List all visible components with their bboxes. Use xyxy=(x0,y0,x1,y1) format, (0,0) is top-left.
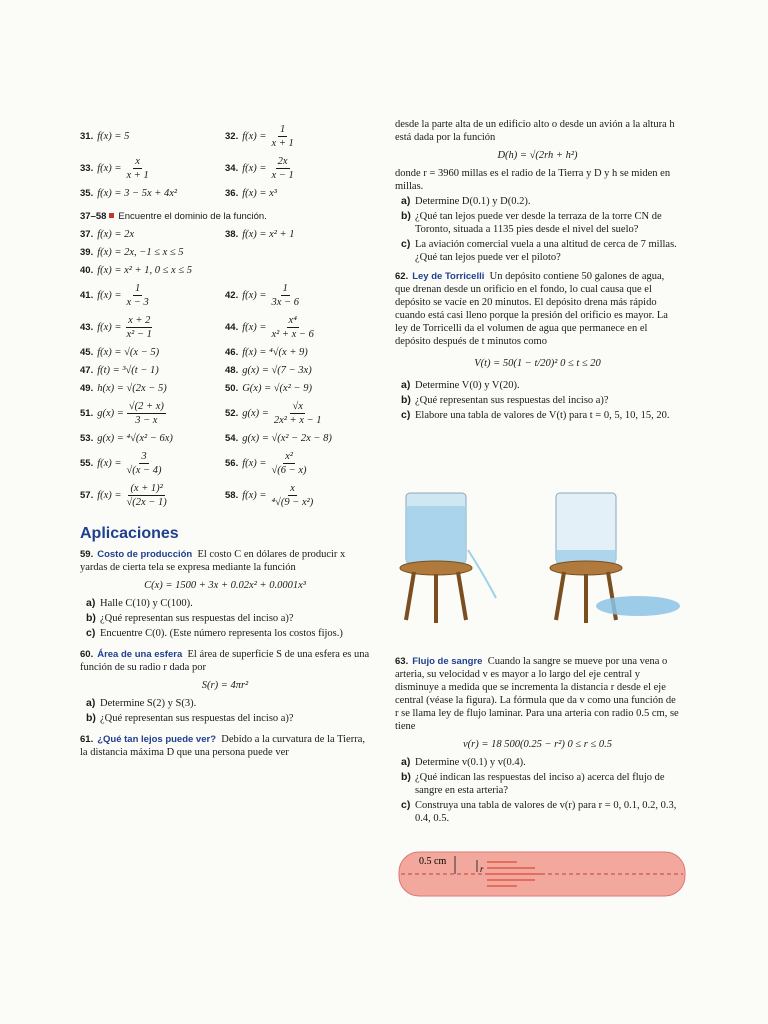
fraction-denominator: x + 1 xyxy=(271,138,294,149)
exercise-row xyxy=(80,346,370,359)
fraction-numerator: 2x xyxy=(277,156,288,167)
exercise-row xyxy=(80,228,370,241)
sub-item-letter: a) xyxy=(401,379,411,391)
sub-item-letter: c) xyxy=(401,238,411,250)
exercise-formula: f(t) = ³√(t − 1) xyxy=(97,365,159,376)
fraction-numerator: x xyxy=(135,156,140,167)
exercise-row xyxy=(80,282,370,309)
section-heading-37-58: 37–58 Encuentre el dominio de la función. xyxy=(80,211,267,222)
equation-distance: D(h) = √(2rh + h²) xyxy=(497,150,578,161)
exercise-item xyxy=(225,382,370,395)
exercise-formula: g(x) = xyxy=(242,408,269,419)
sub-item-letter: c) xyxy=(401,799,411,811)
sub-item xyxy=(401,394,680,407)
fraction-numerator: √(2 + x) xyxy=(128,401,164,412)
exercise-number: 52. xyxy=(225,408,239,419)
exercise-number: 55. xyxy=(80,458,94,469)
exercise-formula: f(x) = xyxy=(242,163,267,174)
exercise-formula: f(x) = 2x, −1 ≤ x ≤ 5 xyxy=(97,247,184,258)
sub-item xyxy=(401,379,680,392)
sub-item xyxy=(86,697,370,710)
exercise-formula: f(x) = x² + 1, 0 ≤ x ≤ 5 xyxy=(97,265,192,276)
sub-item-text: ¿Qué representan sus respuestas del inciso a)? xyxy=(100,713,294,724)
fraction xyxy=(125,314,154,341)
sub-item-text: La aviación comercial vuela a una altitud de cerca de 7 millas. ¿Qué tan lejos puede ver el piloto? xyxy=(415,239,677,263)
exercise-item xyxy=(225,450,370,477)
equation-cost: C(x) = 1500 + 3x + 0.02x² + 0.0001x³ xyxy=(144,580,306,591)
exercise-number: 40. xyxy=(80,265,94,276)
fraction-denominator: x² − 1 xyxy=(126,329,152,340)
sub-item-letter: a) xyxy=(86,597,96,609)
sub-item-text: ¿Qué representan sus respuestas del inciso a)? xyxy=(100,613,294,624)
exercise-number: 54. xyxy=(225,433,239,444)
exercise-item xyxy=(80,246,370,259)
exercise-row xyxy=(80,264,370,277)
exercise-number: 34. xyxy=(225,163,239,174)
exercise-formula: f(x) = xyxy=(97,490,122,501)
exercise-row xyxy=(80,432,370,445)
exercise-formula: f(x) = 3 − 5x + 4x² xyxy=(97,188,178,199)
fraction-numerator: 3 xyxy=(141,451,147,462)
exercise-formula: f(x) = xyxy=(97,290,122,301)
fraction-denominator: x − 3 xyxy=(126,297,149,308)
sub-item xyxy=(401,756,680,769)
exercise-formula: f(x) = xyxy=(242,131,267,142)
exercise-number: 42. xyxy=(225,290,239,301)
exercise-item xyxy=(225,228,370,241)
right-tank xyxy=(550,493,680,623)
left-tank xyxy=(400,493,496,623)
sub-item-text: Encuentre C(0). (Este número representa los costos fijos.) xyxy=(100,628,343,639)
sub-item xyxy=(401,238,680,264)
problem-60: 60. Área de una esfera El área de superficie S de una esfera es una función de su radio r dada por S(r) = 4πr² a) Determine S(2) y S(3). b) ¿Qué representan sus respuestas del inciso a)? xyxy=(80,649,370,724)
sub-item-letter: b) xyxy=(401,394,411,406)
exercise-item xyxy=(80,130,225,143)
exercise-formula: g(x) = √(7 − 3x) xyxy=(242,365,312,376)
problem-63: 63. Flujo de sangre Cuando la sangre se mueve por una vena o arteria, su velocidad v es mayor a lo largo del eje central y disminuye a medida que se incrementa la distancia r desde el eje central (véase la figura). La fórmula que da v como una función de r se llama ley de flujo laminar. Para una arteria con radio 0.5 cm, se tiene v(r) = 18 500(0.25 − r²) 0 ≤ r ≤ 0.5 a) Determine v(0.1) y v(0.4). b) ¿Qué indican las respuestas del inciso a) acerca del flujo de sangre en esta arteria? c) Construya una tabla de valores de v(r) para r = 0, 0.1, 0.2, 0.3, 0.4, 0.5. xyxy=(395,656,679,824)
fraction-denominator: ⁴√(9 − x²) xyxy=(271,497,314,508)
fraction xyxy=(125,155,151,182)
exercise-number: 33. xyxy=(80,163,94,174)
exercise-formula: f(x) = xyxy=(97,458,122,469)
exercise-formula: f(x) = ⁴√(x + 9) xyxy=(242,347,308,358)
fraction-numerator: x² xyxy=(285,451,293,462)
fraction xyxy=(270,282,302,309)
exercise-formula: G(x) = √(x² − 9) xyxy=(242,383,312,394)
exercise-number: 49. xyxy=(80,383,94,394)
sub-item xyxy=(86,712,370,725)
exercise-formula: f(x) = xyxy=(242,490,267,501)
fraction xyxy=(270,155,296,182)
exercise-row xyxy=(80,155,370,182)
sub-item-text: Halle C(10) y C(100). xyxy=(100,598,193,609)
problem-62-items xyxy=(395,379,680,422)
exercise-formula: f(x) = xyxy=(242,290,267,301)
sub-item-letter: b) xyxy=(401,210,411,222)
exercise-item xyxy=(225,364,370,377)
sub-item-letter: c) xyxy=(401,409,411,421)
problem-63-items xyxy=(395,756,680,825)
problem-61-start: 61. ¿Qué tan lejos puede ver? Debido a la curvatura de la Tierra, la distancia máxima D que una persona puede ver xyxy=(80,734,365,758)
exercise-formula: f(x) = xyxy=(97,322,122,333)
fraction-denominator: 3x − 6 xyxy=(271,297,299,308)
exercise-formula: f(x) = x² + 1 xyxy=(242,229,295,240)
exercise-item xyxy=(80,264,370,277)
problem-62: 62. Ley de Torricelli Un depósito contiene 50 galones de agua, que drenan desde un orificio en el fondo, lo cual causa que el depósito se vacíe en 20 minutos. El depósito drena más rápido cuando está casi lleno porque la presión del orificio es mayor. La ley de Torricelli da el volumen de agua que permanece en el depósito después de t minutos como V(t) = 50(1 − t/20)² 0 ≤ t ≤ 20 a) Determine V(0) y V(20). b) ¿Qué representan sus respuestas del inciso a)? c) Elabore una tabla de valores de V(t) para t = 0, 5, 10, 15, 20. xyxy=(395,270,680,422)
sub-item-letter: c) xyxy=(86,627,96,639)
exercise-item xyxy=(80,155,225,182)
exercise-row xyxy=(80,187,370,200)
exercise-number: 58. xyxy=(225,490,239,501)
fraction-denominator: √(6 − x) xyxy=(271,465,307,476)
exercise-item xyxy=(80,364,225,377)
fraction-numerator: √x xyxy=(292,401,303,412)
fraction-denominator: 2x² + x − 1 xyxy=(273,415,322,426)
problem-59: 59. Costo de producción El costo C en dólares de producir x yardas de cierta tela se expresa mediante la función C(x) = 1500 + 3x + 0.02x² + 0.0001x³ a) Halle C(10) y C(100). b) ¿Qué representan sus respuestas del inciso a)? c) Encuentre C(0). (Este número representa los costos fijos.) xyxy=(80,548,370,640)
exercise-item xyxy=(80,400,225,427)
exercise-number: 39. xyxy=(80,247,94,258)
problem-60-items xyxy=(80,697,370,725)
exercise-number: 48. xyxy=(225,365,239,376)
exercise-formula: f(x) = xyxy=(97,163,122,174)
exercise-formula: g(x) = xyxy=(97,408,124,419)
exercise-number: 37. xyxy=(80,229,94,240)
fraction xyxy=(270,450,309,477)
exercise-item xyxy=(80,482,225,509)
fraction-denominator: x + 1 xyxy=(126,170,149,181)
sub-item xyxy=(86,627,370,640)
fraction xyxy=(270,314,316,341)
equation-torricelli: V(t) = 50(1 − t/20)² 0 ≤ t ≤ 20 xyxy=(474,358,601,369)
exercise-item xyxy=(80,228,225,241)
exercise-number: 44. xyxy=(225,322,239,333)
fraction xyxy=(125,482,169,509)
exercise-formula: f(x) = xyxy=(242,322,267,333)
exercise-number: 41. xyxy=(80,290,94,301)
left-column xyxy=(80,118,370,759)
exercise-item xyxy=(225,482,370,509)
applications-heading: Aplicaciones xyxy=(80,525,179,542)
exercise-item xyxy=(225,400,370,427)
exercise-item xyxy=(80,382,225,395)
fraction xyxy=(125,450,164,477)
sub-item-letter: a) xyxy=(401,195,411,207)
fraction-numerator: x⁴ xyxy=(288,315,297,326)
exercise-row xyxy=(80,314,370,341)
fraction-denominator: 3 − x xyxy=(135,415,158,426)
exercise-row xyxy=(80,364,370,377)
exercise-row xyxy=(80,382,370,395)
exercise-formula: f(x) = 5 xyxy=(97,131,130,142)
sub-item-letter: a) xyxy=(401,756,411,768)
sub-item-text: Elabore una tabla de valores de V(t) para t = 0, 5, 10, 15, 20. xyxy=(415,410,670,421)
sub-item xyxy=(401,409,680,422)
right-column xyxy=(395,118,680,424)
exercise-row xyxy=(80,400,370,427)
sub-item-letter: a) xyxy=(86,697,96,709)
sub-item-text: Construya una tabla de valores de v(r) para r = 0, 0.1, 0.2, 0.3, 0.4, 0.5. xyxy=(415,800,677,824)
sub-item-text: ¿Qué indican las respuestas del inciso a) acerca del flujo de sangre en esta arteria? xyxy=(415,772,665,796)
problem-61-items xyxy=(395,195,680,264)
sub-item-text: ¿Qué representan sus respuestas del inciso a)? xyxy=(415,395,609,406)
exercise-item xyxy=(225,346,370,359)
sub-item-text: Determine D(0.1) y D(0.2). xyxy=(415,196,531,207)
fraction-numerator: 1 xyxy=(280,124,286,135)
fraction-numerator: (x + 1)² xyxy=(130,483,163,494)
exercise-number: 43. xyxy=(80,322,94,333)
problem-59-items xyxy=(80,597,370,640)
sub-item xyxy=(86,597,370,610)
exercise-item xyxy=(80,314,225,341)
sub-item-text: ¿Qué tan lejos puede ver desde la terraza de la torre CN de Toronto, situada a 1135 pies desde el nivel del suelo? xyxy=(415,211,662,235)
exercise-item xyxy=(80,346,225,359)
exercise-item xyxy=(225,282,370,309)
exercise-item xyxy=(80,282,225,309)
exercise-formula: f(x) = x³ xyxy=(242,188,277,199)
fraction-numerator: x xyxy=(290,483,295,494)
sub-item-text: Determine S(2) y S(3). xyxy=(100,698,197,709)
sub-item xyxy=(401,771,680,797)
exercise-number: 35. xyxy=(80,188,94,199)
sub-item-letter: b) xyxy=(86,612,96,624)
exercise-row xyxy=(80,482,370,509)
vessel-r-label: r xyxy=(480,864,484,874)
exercise-item xyxy=(225,432,370,445)
exercise-formula: f(x) = 2x xyxy=(97,229,135,240)
sub-item xyxy=(401,210,680,236)
exercise-number: 45. xyxy=(80,347,94,358)
sub-item-text: Determine v(0.1) y v(0.4). xyxy=(415,757,526,768)
fraction xyxy=(125,282,151,309)
exercise-number: 38. xyxy=(225,229,239,240)
fraction-numerator: 1 xyxy=(282,283,288,294)
fraction-numerator: x + 2 xyxy=(128,315,151,326)
problem-61-after: donde r = 3960 millas es el radio de la Tierra y D y h se miden en millas. xyxy=(395,168,671,192)
exercise-row xyxy=(80,123,370,150)
exercise-number: 36. xyxy=(225,188,239,199)
fraction xyxy=(270,123,296,150)
square-bullet-icon xyxy=(109,213,114,218)
exercise-item xyxy=(225,187,370,200)
exercise-number: 46. xyxy=(225,347,239,358)
fraction-denominator: √(2x − 1) xyxy=(126,497,167,508)
exercise-item xyxy=(80,187,225,200)
exercise-number: 56. xyxy=(225,458,239,469)
exercise-list-37-58 xyxy=(80,228,370,509)
exercise-item xyxy=(225,314,370,341)
exercise-formula: f(x) = √(x − 5) xyxy=(97,347,160,358)
water-tanks-illustration xyxy=(398,488,688,638)
vessel-radius-label: 0.5 cm xyxy=(419,856,447,867)
exercise-row xyxy=(80,450,370,477)
problem-61-continuation: desde la parte alta de un edificio alto o desde un avión a la altura h está dada por la función xyxy=(395,119,675,143)
fraction-denominator: x − 1 xyxy=(271,170,294,181)
exercise-row xyxy=(80,246,370,259)
sub-item-text: Determine V(0) y V(20). xyxy=(415,380,520,391)
exercise-formula: g(x) = ⁴√(x² − 6x) xyxy=(97,433,173,444)
exercise-number: 53. xyxy=(80,433,94,444)
exercise-formula: f(x) = xyxy=(242,458,267,469)
sub-item-letter: b) xyxy=(401,771,411,783)
exercise-item xyxy=(225,155,370,182)
sub-item xyxy=(401,799,680,825)
exercise-item xyxy=(80,450,225,477)
fraction-numerator: 1 xyxy=(135,283,141,294)
exercise-item xyxy=(80,432,225,445)
exercise-number: 50. xyxy=(225,383,239,394)
exercise-formula: h(x) = √(2x − 5) xyxy=(97,383,167,394)
exercise-number: 32. xyxy=(225,131,239,142)
fraction xyxy=(127,400,166,427)
equation-blood-flow: v(r) = 18 500(0.25 − r²) 0 ≤ r ≤ 0.5 xyxy=(463,739,612,750)
sub-item-letter: b) xyxy=(86,712,96,724)
exercise-number: 57. xyxy=(80,490,94,501)
exercise-list-31-36 xyxy=(80,123,370,200)
exercise-item xyxy=(225,123,370,150)
exercise-number: 47. xyxy=(80,365,94,376)
fraction xyxy=(270,482,316,509)
fraction xyxy=(272,400,324,427)
equation-sphere: S(r) = 4πr² xyxy=(201,680,249,691)
exercise-number: 31. xyxy=(80,131,94,142)
exercise-formula: g(x) = √(x² − 2x − 8) xyxy=(242,433,332,444)
sub-item xyxy=(86,612,370,625)
sub-item xyxy=(401,195,680,208)
fraction-denominator: √(x − 4) xyxy=(126,465,162,476)
blood-vessel-illustration xyxy=(397,848,687,900)
exercise-number: 51. xyxy=(80,408,94,419)
fraction-denominator: x² + x − 6 xyxy=(271,329,314,340)
